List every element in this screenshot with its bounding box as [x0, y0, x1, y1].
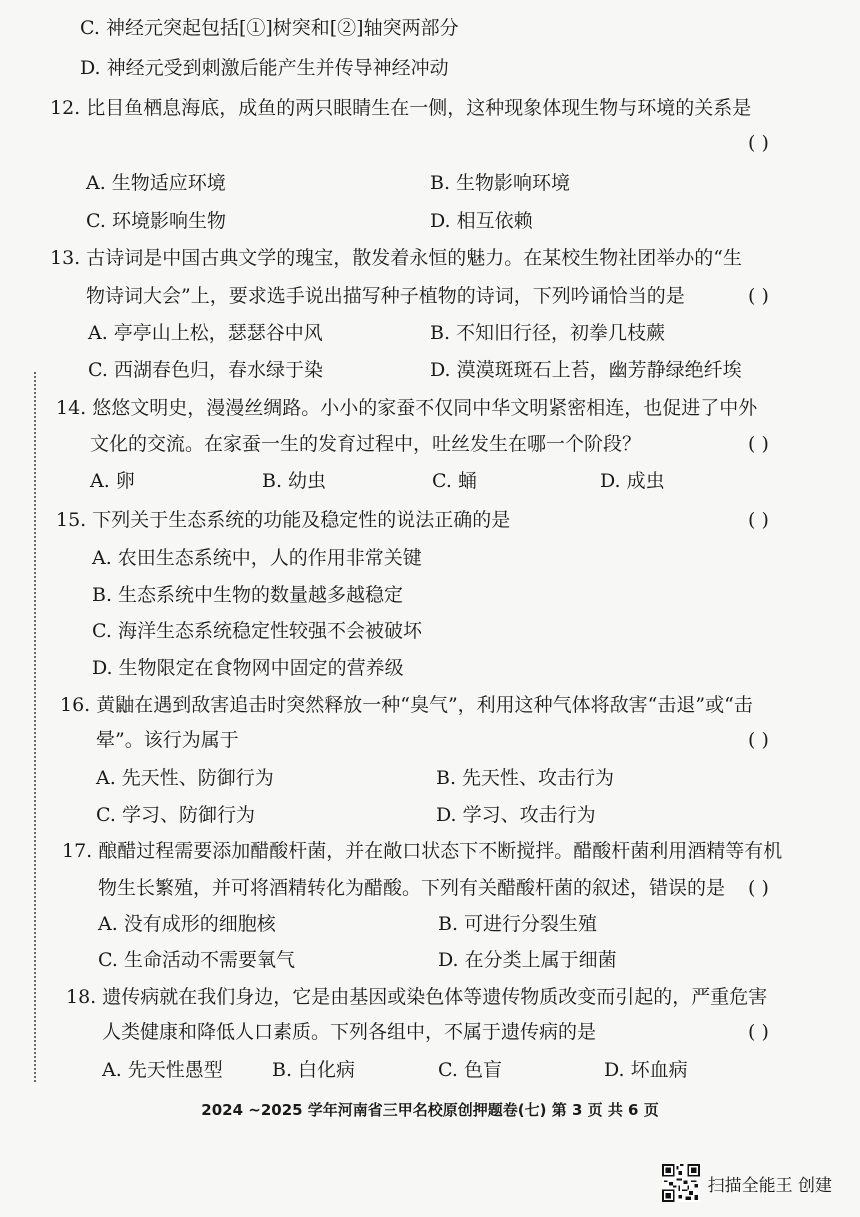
- page-footer: 2024 ~2025 学年河南省三甲名校原创押题卷(七) 第 3 页 共 6 页: [201, 1101, 659, 1119]
- q18-option-d: D. 坏血病: [604, 1059, 688, 1081]
- q12-option-a: A. 生物适应环境: [86, 172, 226, 194]
- q13-answer-paren: ( ): [748, 285, 769, 307]
- scanner-watermark: [662, 1163, 832, 1203]
- q12-option-b: B. 生物影响环境: [430, 172, 571, 194]
- q15-answer-paren: ( ): [748, 509, 769, 531]
- q13-option-c: C. 西湖春色归，春水绿于染: [88, 359, 323, 381]
- binding-cut-line: [34, 372, 36, 1082]
- q17-stem-line2: 物生长繁殖，并可将酒精转化为醋酸。下列有关醋酸杆菌的叙述，错误的是: [98, 877, 726, 899]
- q12-stem: 12. 比目鱼栖息海底，成鱼的两只眼睛生在一侧，这种现象体现生物与环境的关系是: [50, 97, 752, 119]
- q14-answer-paren: ( ): [748, 433, 769, 455]
- q18-stem-line1: 18. 遗传病就在我们身边，它是由基因或染色体等遗传物质改变而引起的，严重危害: [66, 986, 768, 1008]
- q12-option-c: C. 环境影响生物: [86, 210, 226, 232]
- q14-stem-line2: 文化的交流。在家蚕一生的发育过程中，吐丝发生在哪一个阶段？: [90, 433, 642, 455]
- q16-option-c: C. 学习、防御行为: [96, 804, 255, 826]
- q17-option-d: D. 在分类上属于细菌: [438, 949, 617, 971]
- q15-stem: 15. 下列关于生态系统的功能及稳定性的说法正确的是: [56, 509, 511, 531]
- q14-option-c: C. 蛹: [432, 470, 477, 492]
- q15-option-c: C. 海洋生态系统稳定性较强不会被破坏: [92, 620, 422, 642]
- q18-stem-line2: 人类健康和降低人口素质。下列各组中，不属于遗传病的是: [102, 1021, 597, 1043]
- q16-option-d: D. 学习、攻击行为: [436, 804, 596, 826]
- q18-option-b: B. 白化病: [272, 1059, 356, 1081]
- qr-code-icon: [662, 1164, 700, 1202]
- q11-option-c: C. 神经元突起包括[①]树突和[②]轴突两部分: [80, 17, 459, 39]
- q12-answer-paren: ( ): [748, 132, 769, 154]
- q16-stem-line2: 晕”。该行为属于: [96, 729, 239, 751]
- q14-stem-line1: 14. 悠悠文明史，漫漫丝绸路。小小的家蚕不仅同中华文明紧密相连，也促进了中外: [56, 397, 758, 419]
- q18-option-c: C. 色盲: [438, 1059, 502, 1081]
- q14-option-d: D. 成虫: [600, 470, 665, 492]
- q16-answer-paren: ( ): [748, 729, 769, 751]
- q12-option-d: D. 相互依赖: [430, 210, 533, 232]
- q17-option-a: A. 没有成形的细胞核: [98, 913, 276, 935]
- q16-option-b: B. 先天性、攻击行为: [436, 767, 615, 789]
- watermark-text: 扫描全能王 创建: [707, 1175, 832, 1196]
- q14-option-a: A. 卵: [90, 470, 135, 492]
- q18-answer-paren: ( ): [748, 1021, 769, 1043]
- q15-option-b: B. 生态系统中生物的数量越多越稳定: [92, 584, 404, 606]
- q13-stem-line2: 物诗词大会”上，要求选手说出描写种子植物的诗词，下列吟诵恰当的是: [86, 285, 685, 307]
- q11-option-d: D. 神经元受到刺激后能产生并传导神经冲动: [80, 57, 449, 79]
- q16-option-a: A. 先天性、防御行为: [96, 767, 274, 789]
- q13-option-d: D. 漠漠斑斑石上苔，幽芳静绿绝纤埃: [430, 359, 742, 381]
- q17-stem-line1: 17. 酿醋过程需要添加醋酸杆菌，并在敞口状态下不断搅拌。醋酸杆菌利用酒精等有机: [62, 840, 783, 862]
- q16-stem-line1: 16. 黄鼬在遇到敌害追击时突然释放一种“臭气”，利用这种气体将敌害“击退”或“击: [60, 694, 753, 716]
- q15-option-d: D. 生物限定在食物网中固定的营养级: [92, 657, 404, 679]
- q17-option-b: B. 可进行分裂生殖: [438, 913, 598, 935]
- q18-option-a: A. 先天性愚型: [102, 1059, 223, 1081]
- q14-option-b: B. 幼虫: [262, 470, 327, 492]
- q17-answer-paren: ( ): [748, 877, 769, 899]
- q13-stem-line1: 13. 古诗词是中国古典文学的瑰宝，散发着永恒的魅力。在某校生物社团举办的“生: [50, 247, 742, 269]
- q15-option-a: A. 农田生态系统中，人的作用非常关键: [92, 547, 422, 569]
- q17-option-c: C. 生命活动不需要氧气: [98, 949, 295, 971]
- q13-option-a: A. 亭亭山上松，瑟瑟谷中风: [88, 322, 323, 344]
- q13-option-b: B. 不知旧行径，初拳几枝蕨: [430, 322, 666, 344]
